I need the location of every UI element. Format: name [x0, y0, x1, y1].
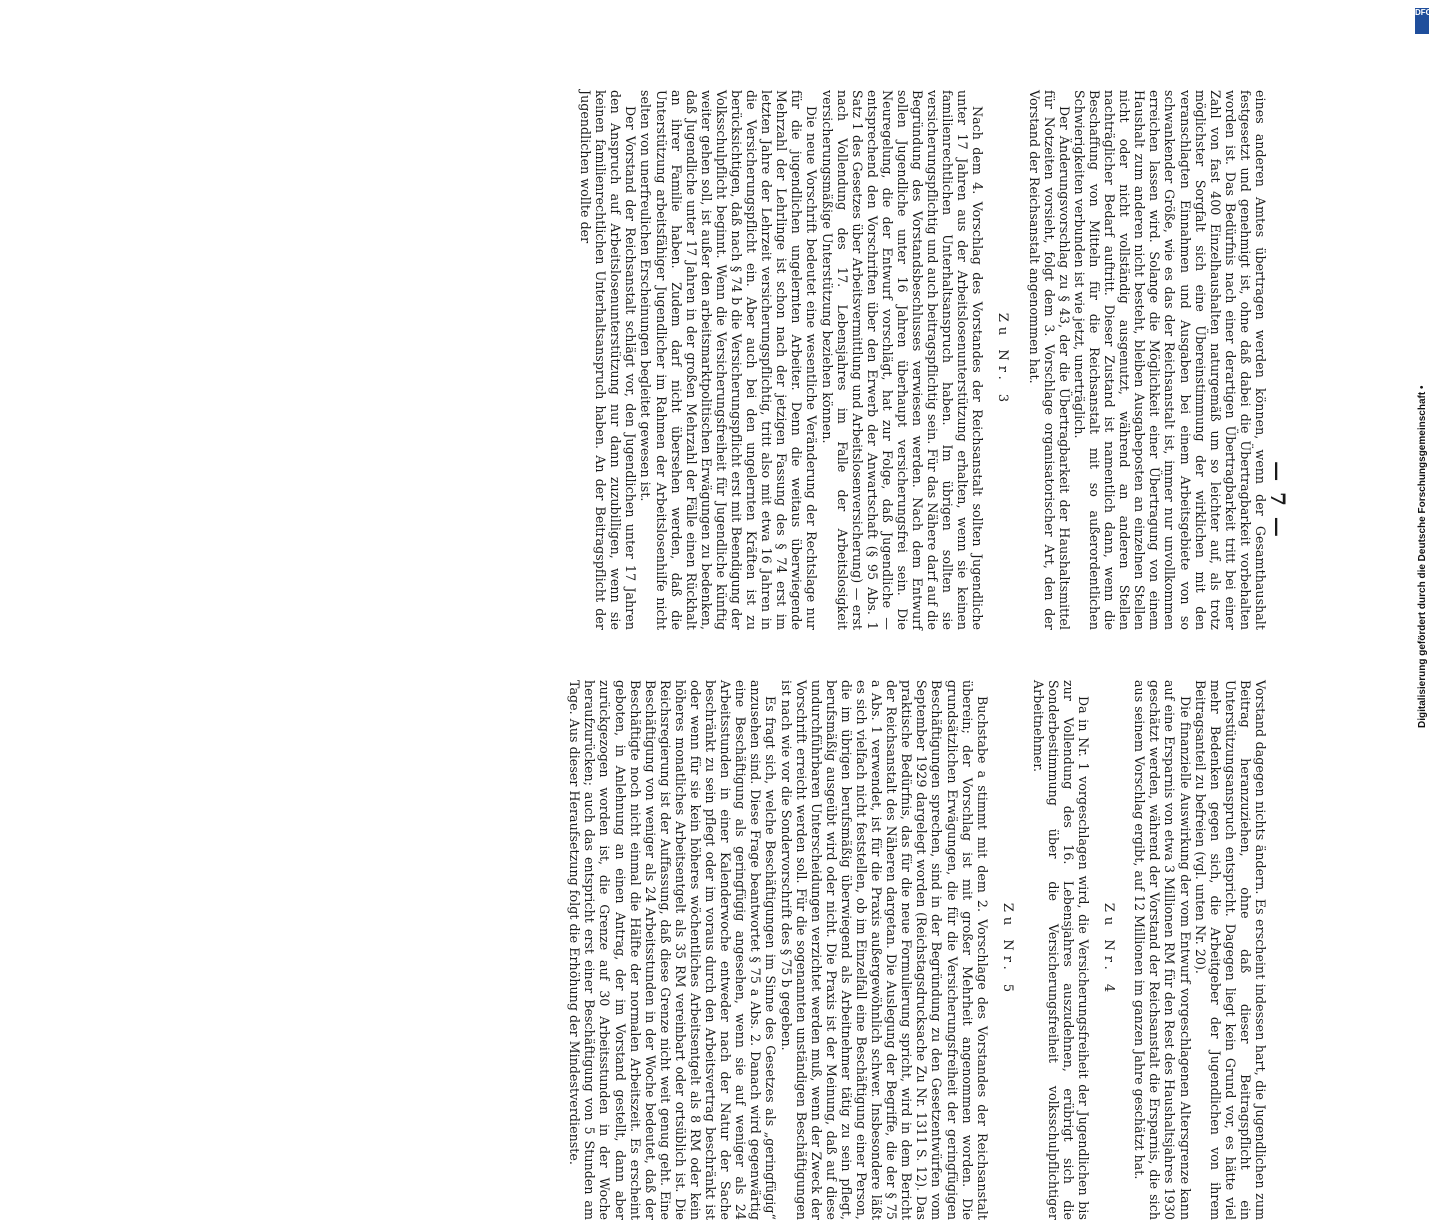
paragraph: Nach dem 4. Vorschlag des Vorstandes der Reichsanstalt sollten Jugendliche unter 17 Jahren aus der Arbeitslosenunterstützung erhalten, wenn sie keinen familienrechtlichen Unterhaltsanspruch haben. Im übrigen sollten sie versicherungspflichtig und auch beitragspflichtig sein. Für das Nähere darf auf die Begründung des Vorstandsbeschlusses verwiesen werden. Nach dem Entwurf sollen Jugendliche unter 16 Jahren überhaupt versicherungsfrei sein. Die Neuregelung, die der Entwurf vorschlägt, hat zur Folge, daß Jugendliche — entsprechend den Vorschriften über den Erwerb der Anwartschaft (§ 95 Abs. 1 Satz 1 des Gesetzes über Arbeitsvermittlung und Arbeitslosenversicherung) — erst nach Vollendung des 17. Lebensjahres im Falle der Arbeitslosigkeit versicherungsmäßige Unterstützung beziehen können.	[819, 90, 986, 630]
page-number: — 7 —	[1266, 461, 1290, 539]
paragraph: Vorstand dagegen nichts ändern. Es erscheint indessen hart, die Jugendlichen zum Beitrag heranzuziehen, ohne daß dieser Beitragspflicht ein Unterstützungsanspruch entspricht. Dagegen liegt kein Grund vor, es hätte viel mehr Bedenken gegen sich, die Arbeitgeber der Jugendlichen von ihrem Beitragsanteil zu befreien (vgl. unten Nr. 20).	[1192, 680, 1268, 1220]
paragraph: Der Änderungsvorschlag zu § 43, der die Übertragbarkeit der Haushaltsmittel für Notzeiten vorsieht, folgt dem 3. Vorschlage organisatorischer Art, den der Vorstand der Reichsanstalt angenommen hat.	[1026, 90, 1072, 630]
paragraph: eines anderen Amtes übertragen werden können, wenn der Gesamthaushalt festgesetzt und genehmigt ist, ohne daß dabei die Übertragbarkeit vorbehalten worden ist. Das Bedürfnis nach einer derartigen Übertragbarkeit tritt bei einer Zahl von fast 400 Einzelhaushalten naturgemäß um so leichter auf, als trotz möglichster Sorgfalt sich eine Übereinstimmung der wirklichen mit den veranschlagten Einnahmen und Ausgaben bei einem Arbeitsgebiete von so schwankender Größe, wie es das der Reichsanstalt ist, immer nur unvollkommen erreichen lassen wird. Solange die Möglichkeit einer Übertragung von einem Haushalt zum anderen nicht besteht, bleiben Ausgabeposten an einzelnen Stellen nicht oder nicht vollständig ausgenutzt, während an anderen Stellen nachträglicher Bedarf auftritt. Dieser Zustand ist namentlich dann, wenn die Beschaffung von Mitteln für die Reichsanstalt mit so außerordentlichen Schwierigkeiten verbunden ist wie jetzt, unerträglich.	[1071, 90, 1268, 630]
paragraph: Es fragt sich, welche Beschäftigungen im Sinne des Gesetzes als „geringfügig“ anzusehen sind. Diese Frage beantwortet § 75 a Abs. 2. Danach wird gegenwärtig eine Beschäftigung als geringfügig angesehen, wenn sie auf weniger als 24 Arbeitsstunden in einer Kalenderwoche entweder nach der Natur der Sache beschränkt zu sein pflegt oder im voraus durch den Arbeitsvertrag beschränkt ist oder wenn für sie kein höheres wöchentliches Arbeitsentgelt als 8 RM oder kein höheres monatliches Arbeitsentgelt als 35 RM vereinbart oder ortsüblich ist. Die Reichsregierung ist der Auffassung, daß diese Grenze nicht weit genug geht. Eine Beschäftigung von weniger als 24 Arbeitsstunden in der Woche bedeutet, daß der Beschäftigte noch nicht einmal die Hälfte der normalen Arbeitszeit. Es erscheint geboten, in Anlehnung an einen Antrag, der im Vorstand gestellt, dann aber zurückgezogen worden ist, die Grenze auf 30 Arbeitsstunden in der Woche heraufzurücken; auch das entspricht erst einer Beschäftigung von 5 Stunden am Tage. Aus dieser Heraufsetzung folgt die Erhöhung der Mindestverdienste.	[567, 680, 779, 1220]
right-text-column	[567, 680, 1268, 1220]
digitization-note: Digitalisierung gefördert durch die Deutsche Forschungsgemeinschaft •	[1417, 385, 1428, 728]
paragraph: Die finanzielle Auswirkung der vom Entwurf vorgeschlagenen Altersgrenze kann auf eine Ersparnis von etwa 3 Millionen RM für den Rest des Haushaltsjahres 1930 geschätzt werden, während der Vorstand der Reichsanstalt die Ersparnis, die sich aus seinem Vorschlag ergibt, auf 12 Millionen im ganzen Jahre geschätzt hat.	[1132, 680, 1193, 1220]
section-heading: Zu Nr. 5	[999, 902, 1015, 998]
paragraph: Buchstabe a stimmt mit dem 2. Vorschlage des Vorstandes der Reichsanstalt überein; der Vorschlag ist mit großer Mehrheit angenommen worden. Die grundsätzlichen Erwägungen, die für die Versicherungsfreiheit der geringfügigen Beschäftigungen sprechen, sind in der Begründung zu den Gesetzentwürfen vom September 1929 dargelegt worden (Reichstagsdrucksache Zu Nr. 1311 S. 12). Das praktische Bedürfnis, das für die neue Formulierung spricht, wird in dem Bericht der Reichsanstalt des Näheren dargetan. Die Auslegung der Begriffe, die der § 75 a Abs. 1 verwendet, ist für die Praxis außergewöhnlich schwer. Insbesondere läßt es sich vielfach nicht feststellen, ob im Einzelfall eine Beschäftigung einer Person, die im übrigen berufsmäßig überwiegend als Arbeitnehmer tätig zu sein pflegt, berufsmäßig ausgeübt wird oder nicht. Die Praxis ist der Meinung, daß auf diese undurchführbaren Unterscheidungen verzichtet werden muß, wenn der Zweck der Vorschrift erreicht werden soll. Für die sogenannten unständigen Beschäftigungen ist nach wie vor die Sondervorschrift des § 75 b gegeben.	[778, 680, 990, 1220]
digitization-stamp	[1412, 8, 1434, 728]
paragraph: Die neue Vorschrift bedeutet eine wesentliche Veränderung der Rechtslage nur für die jugendlichen ungelernten Arbeiter. Denn die weitaus überwiegende Mehrzahl der Lehrlinge ist schon nach der jetzigen Fassung des § 74 erst im letzten Jahre der Lehrzeit versicherungspflichtig, tritt also mit etwa 16 Jahren in die Versicherungspflicht ein. Aber auch bei den ungelernten Kräften ist zu berücksichtigen, daß nach § 74 b die Versicherungspflicht erst mit Beendigung der Volksschulpflicht beginnt. Wenn die Versicherungsfreiheit für Jugendliche künftig weiter gehen soll, ist außer den arbeitsmarktpolitischen Erwägungen zu bedenken, daß Jugendliche unter 17 Jahren in der großen Mehrzahl der Fälle einen Rückhalt an ihrer Familie haben. Zudem darf nicht übersehen werden, daß die Unterstützung arbeitsfähiger Jugendlicher im Rahmen der Arbeitslosenhilfe nicht selten von unerfreulichen Erscheinungen begleitet gewesen ist.	[638, 90, 820, 630]
section-heading: Zu Nr. 4	[1101, 902, 1117, 998]
paragraph: Der Vorstand der Reichsanstalt schlägt vor, den Jugendlichen unter 17 Jahren den Anspruch auf Arbeitslosenunterstützung nur dann zuzubilligen, wenn sie keinen familienrechtlichen Unterhaltsanspruch haben. An der Beitragspflicht der Jugendlichen wollte der	[578, 90, 639, 630]
left-text-column	[578, 90, 1268, 630]
dfg-logo: DFG	[1415, 8, 1429, 34]
paragraph: Da in Nr. 1 vorgeschlagen wird, die Versicherungsfreiheit der Jugendlichen bis zur Vollendung des 16. Lebensjahres auszudehnen, erübrigt sich die Sonderbestimmung über die Versicherungsfreiheit volksschulpflichtiger Arbeitnehmer.	[1030, 680, 1092, 1220]
rotated-document-page	[90, 90, 1290, 1220]
section-heading: Zu Nr. 3	[995, 312, 1011, 408]
